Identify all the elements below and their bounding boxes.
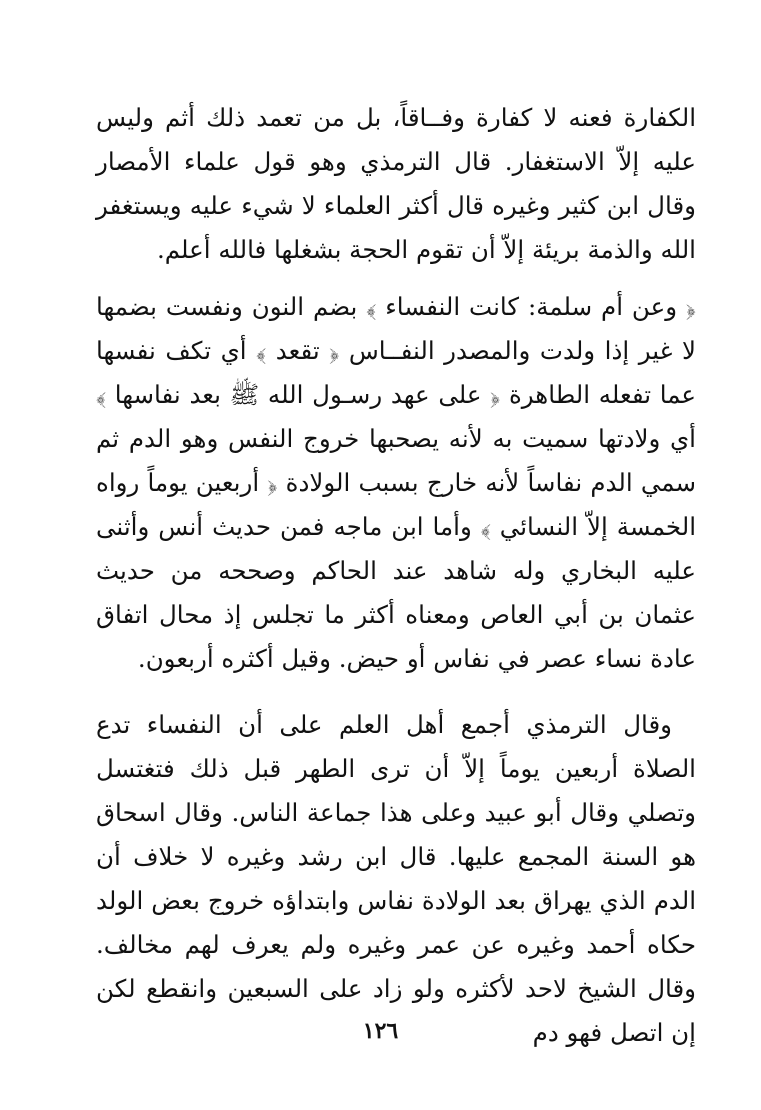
paragraph-3-text: وقال الترمذي أجمع أهل العلم على أن النفساء تدع الصلاة أربعين يوماً إلاّ أن ترى الطهر قبل ذلك فتغتسل وتصلي وقال أبو عبيد وعلى هذا جماعة الناس. وقال اسحاق هو السنة المجمع عليها. قال ابن رشد وغيره لا خلاف أن الدم الذي يهراق بعد الولادة نفاس وابتداؤه خروج بعض الولد حكاه أحمد وغيره عن عمر وغيره ولم يعرف لهم مخالف. وقال الشيخ لاحد لأكثره ولو زاد على السبعين وانقطع لكن إن اتصل فهو دم bbox=[96, 710, 696, 1047]
paragraph-1 bbox=[96, 96, 696, 272]
paragraph-1-text: الكفارة فعنه لا كفارة وفــاقاً، بل من تعمد ذلك أثم وليس عليه إلاّ الاستغفار. قال الترمذي وهو قول علماء الأمصار وقال ابن كثير وغيره قال أكثر العلماء لا شيء عليه ويستغفر الله والذمة بريئة إلاّ أن تقوم الحجة بشغلها فالله أعلم. bbox=[96, 103, 696, 264]
paragraph-3 bbox=[96, 703, 696, 1055]
paragraph-2-text: ﴿ وعن أم سلمة: كانت النفساء ﴾ بضم النون ونفست بضمها لا غير إذا ولدت والمصدر النفــاس ﴿ تقعد ﴾ أي تكف نفسها عما تفعله الطاهرة ﴿ على عهد رسـول الله ﷺ بعد نفاسها ﴾ أي ولادتها سميت به لأنه يصحبها خروج النفس وهو الدم ثم سمي الدم نفاساً لأنه خارج بسبب الولادة ﴿ أربعين يوماً رواه الخمسة إلاّ النسائي ﴾ وأما ابن ماجه فمن حديث أنس وأثنى عليه البخاري وله شاهد عند الحاكم وصححه من حديث عثمان بن أبي العاص ومعناه أكثر ما تجلس إذ محال اتفاق عادة نساء عصر في نفاس أو حيض. وقيل أكثره أربعون. bbox=[96, 292, 696, 673]
paragraph-2 bbox=[96, 285, 696, 681]
page-number: ١٢٦ bbox=[362, 1018, 399, 1044]
